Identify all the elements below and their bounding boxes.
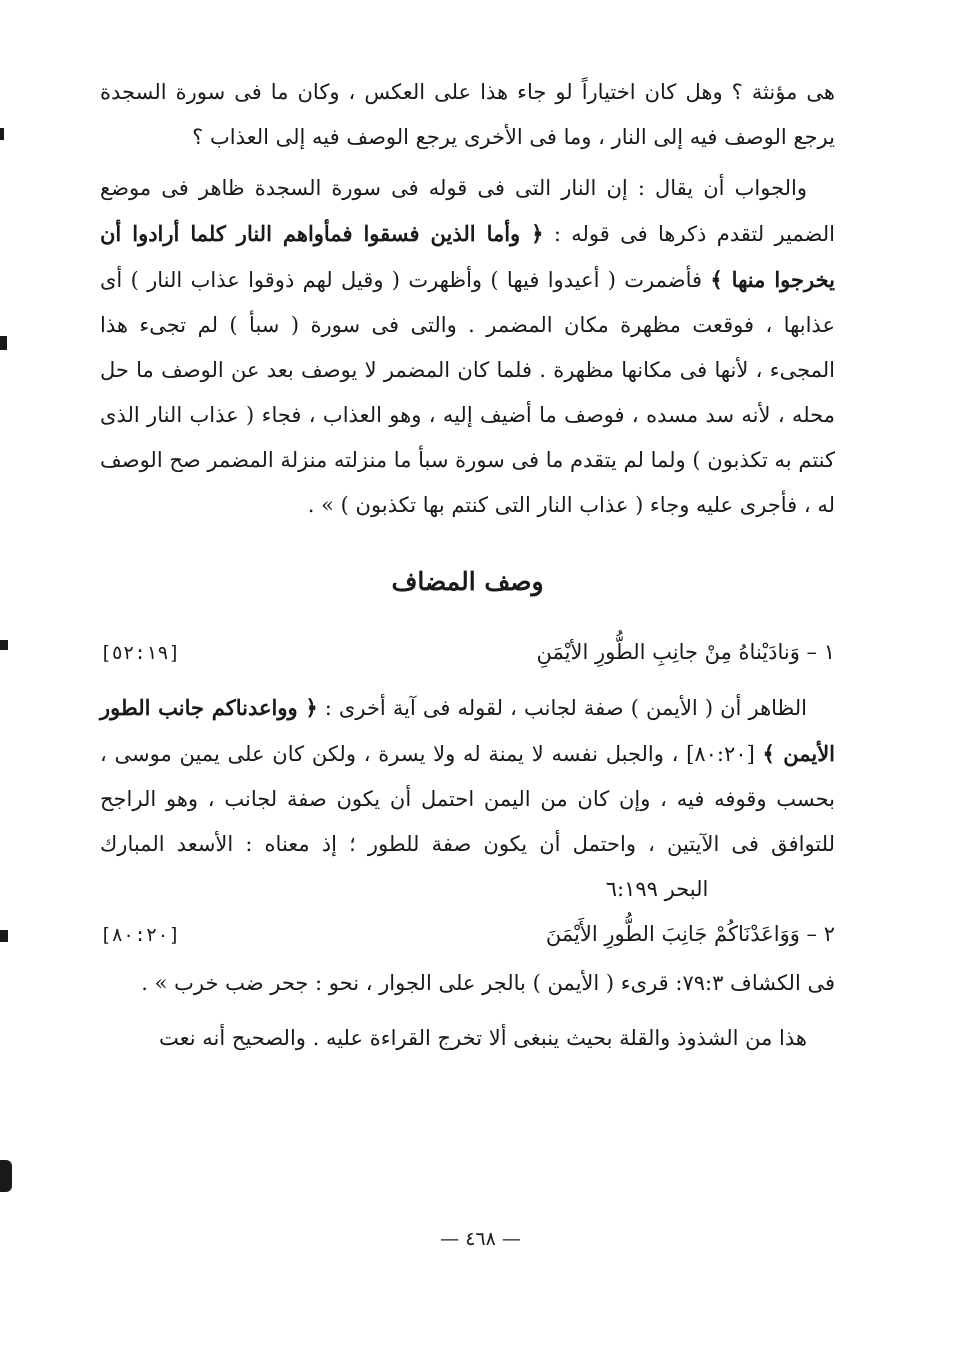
paragraph-kashshaf: فى الكشاف ٧٩:٣: قرىء ( الأيمن ) بالجر على الجوار ، نحو : جحر ضب خرب » .: [141, 971, 835, 995]
verse-2-reference: [٨٠:٢٠]: [100, 924, 181, 946]
page-body: [100, 70, 835, 1061]
scan-mark: [0, 930, 8, 942]
answer-text-start: والجواب أن يقال : إن النار التى فى قوله فى سورة السجدة ظاهر فى موضع الضمير لتقدم ذكرها فى قوله :: [100, 176, 835, 246]
paragraph-question: هى مؤنثة ؟ وهل كان اختياراً لو جاء هذا على العكس ، وكان ما فى سورة السجدة يرجع الوصف فيه إلى النار ، وما فى الأخرى يرجع الوصف فيه إلى العذاب ؟: [100, 80, 835, 149]
verse-1-text: ١ – وَنادَيْناهُ مِنْ جانِبِ الطُّورِ الأيْمَنِ: [536, 640, 835, 664]
scan-mark: [0, 1160, 12, 1192]
verse-1-row: [100, 630, 835, 675]
paragraph-conclusion: هذا من الشذوذ والقلة بحيث ينبغى ألا تخرج القراءة عليه . والصحيح أنه نعت: [159, 1026, 807, 1050]
paragraph-answer: [100, 166, 835, 528]
scan-mark: [0, 128, 4, 140]
verse-2-text: ٢ – وَوَاعَدْنَاكُمْ جَانِبَ الطُّورِ الأَيْمَنَ: [545, 922, 835, 946]
verse-2-row: [100, 912, 835, 957]
page-number: — ٤٦٨ —: [440, 1228, 521, 1250]
paragraph-commentary-1: [100, 685, 835, 912]
answer-text-end: فأضمرت ( أعيدوا فيها ) وأظهرت ( وقيل لهم ذوقوا عذاب النار ) أى عذابها ، فوقعت مظهرة مكان المضمر . والتى فى سورة ( سبأ ) لم تجىء هذا المجىء ، لأنها فى مكانها مظهرة . فلما كان المضمر لا يوصف بعد عن الوصف ما حل محله ، لأنه سد مسده ، فوصف ما أضيف إليه ، وهو العذاب ، فجاء ( عذاب النار الذى كنتم به تكذبون ) ولما لم يتقدم ما فى سورة سبأ ما منزلته منزلة المضمر صح الوصف له ، فأجرى عليه وجاء ( عذاب النار التى كنتم بها تكذبون ) » .: [100, 268, 835, 517]
scan-mark: [0, 640, 8, 650]
quran-quote-sajda: ﴿ وأما الذين فسقوا فمأواهم النار كلما أرادوا أن يخرجوا منها ﴾: [100, 221, 835, 292]
commentary-1-text-start: الظاهر أن ( الأيمن ) صفة لجانب ، لقوله فى آية أخرى :: [324, 696, 808, 720]
verse-1-reference: [٥٢:١٩]: [100, 642, 181, 664]
commentary-1-source: البحر ٦:١٩٩: [605, 877, 709, 901]
scan-mark: [0, 336, 7, 350]
section-heading: وصف المضاف: [391, 567, 544, 596]
quran-quote-taha: ﴿ وواعدناكم جانب الطور الأيمن ﴾: [100, 695, 836, 766]
commentary-1-text-end: [٨٠:٢٠] ، والجبل نفسه لا يمنة له ولا يسرة ، ولكن كان على يمين موسى ، بحسب وقوفه فيه ، وإن كان من اليمن احتمل أن يكون صفة لجانب ، وهو الراجح للتوافق فى الآيتين ، واحتمل أن يكون صفة للطور ؛ إذ معناه : الأسعد المبارك: [100, 742, 835, 856]
